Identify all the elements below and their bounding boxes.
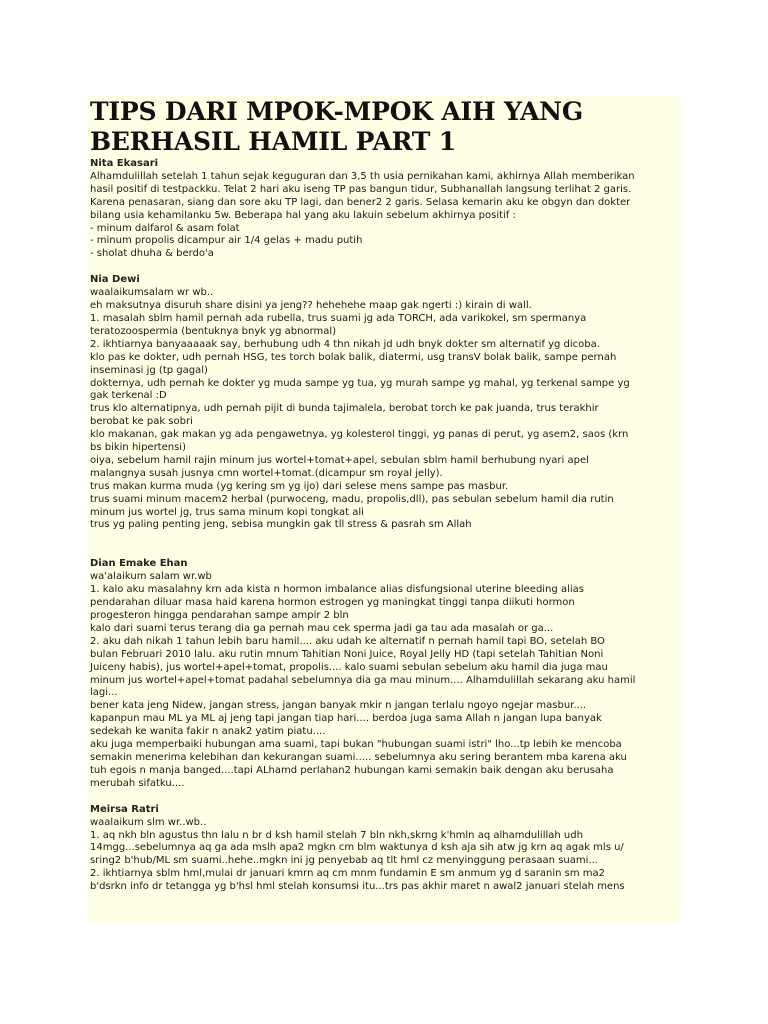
spacer: [87, 532, 680, 558]
post-author: Nita Ekasari: [90, 158, 159, 169]
post-line: waalaikum slm wr..wb..: [90, 816, 207, 828]
post-line: klo pas ke dokter, udh pernah HSG, tes torch bolak balik, diatermi, usg transV bolak balik, sampe pernah: [90, 351, 617, 363]
post-line: b'dsrkn info dr tetangga yg b'hsl hml stelah konsumsi itu...trs pas akhir maret n awal2 januari stelah mens: [90, 881, 625, 893]
post-author: Nia Dewi: [90, 274, 140, 286]
post-line: trus klo alternatipnya, udh pernah pijit di bunda tajimalela, berobat torch ke pak juanda, trus terakhir: [90, 403, 599, 415]
post-line: oiya, sebelum hamil rajin minum jus wortel+tomat+apel, sebulan sblm hamil berhubung nyari apel: [90, 454, 589, 466]
post-line: 1. aq nkh bln agustus thn lalu n br d ksh hamil stelah 7 bln nkh,skrng k'hmln aq alhamdulillah udh: [90, 829, 583, 841]
post-line: bilang usia kehamilanku 5w. Beberapa hal yang aku lakuin sebelum akhirnya positif :: [90, 209, 516, 221]
spacer: [87, 261, 680, 274]
post-line: sedekah ke wanita fakir n anak2 yatim piatu....: [90, 726, 326, 738]
post-line: bs bikin hipertensi): [90, 442, 186, 454]
post-line: minum jus wortel+apel+tomat padahal sebelumnya dia ga mau minum.... Alhamdulillah sekarang aku hamil: [90, 674, 636, 686]
post-line: aku juga memperbaiki hubungan ama suami, tapi bukan "hubungan suami istri" lho...tp lebih ke mencoba: [90, 739, 622, 751]
post-line: Karena penasaran, siang dan sore aku TP lagi, dan bener2 2 garis. Selasa kemarin aku ke obgyn dan dokter: [90, 196, 631, 208]
post-line: sring2 b'hub/ML sm suami..hehe..mgkn ini jg penyebab aq tlt hml cz menyinggung perasaan suami...: [90, 855, 598, 867]
post-line: trus suami minum macem2 herbal (purwoceng, madu, propolis,dll), pas sebulan sebelum hamil dia rutin: [90, 493, 614, 505]
post-line: minum jus wortel jg, trus sama minum kopi tongkat ali: [90, 506, 364, 518]
post-line: 2. aku dah nikah 1 tahun lebih baru hamil.... aku udah ke alternatif n pernah hamil tapi BO, setelah BO: [90, 635, 605, 647]
post-line: hasil positif di testpackku. Telat 2 hari aku iseng TP pas bangun tidur, Subhanallah langsung terlihat 2 garis.: [90, 183, 632, 195]
post-line: lagi...: [90, 687, 118, 699]
post-line: - minum propolis dicampur air 1/4 gelas + madu putih: [90, 235, 363, 247]
post-line: klo makanan, gak makan yg ada pengawetnya, yg kolesterol tinggi, yg panas di perut, yg asem2, saos (krn: [90, 429, 629, 441]
post-nita-ekasari: [87, 158, 680, 261]
post-line: bulan Februari 2010 lalu. aku rutin mnum Tahitian Noni Juice, Royal Jelly HD (tapi setelah Tahitian Noni: [90, 648, 604, 660]
post-line: eh maksutnya disuruh share disini ya jeng?? hehehehe maap gak ngerti :) kirain di wall.: [90, 300, 532, 312]
post-line: malangnya susah jusnya cmn wortel+tomat.(dicampur sm royal jelly).: [90, 467, 443, 479]
post-author: Meirsa Ratri: [90, 803, 159, 815]
post-line: waalaikumsalam wr wb..: [90, 287, 214, 299]
post-nia-dewi: [87, 274, 680, 532]
post-line: 1. masalah sblm hamil pernah ada rubella, trus suami jg ada TORCH, ada varikokel, sm spermanya: [90, 312, 587, 324]
post-line: wa'alaikum salam wr.wb: [90, 571, 212, 583]
title-line-2: BERHASIL HAMIL PART 1: [90, 127, 456, 156]
post-dian-emake-ehan: [87, 558, 680, 790]
post-meirsa-ratri: [87, 804, 680, 894]
post-line: progesteron hingga pendarahan sampe ampir 2 bln: [90, 610, 349, 621]
post-line: 14mgg...sebelumnya aq ga ada mslh apa2 mgkn cm blm waktunya d ksh aja sih atw jg krn aq agak mls u/: [90, 842, 624, 854]
post-line: 2. ikhtiarnya banyaaaaak say, berhubung udh 4 thn nikah jd udh bnyk dokter sm alternatif yg dicoba.: [90, 338, 600, 350]
post-line: - minum dalfarol & asam folat: [90, 222, 240, 234]
post-line: gak terkenal :D: [90, 390, 167, 402]
post-line: 2. ikhtiarnya sblm hml,mulai dr januari kmrn aq cm mnm fundamin E sm anmum yg d saranin sm ma2: [90, 868, 605, 880]
post-line: dokternya, udh pernah ke dokter yg muda sampe yg tua, yg murah sampe yg mahal, yg terkenal sampe yg: [90, 377, 630, 389]
post-line: merubah sifatku....: [90, 777, 185, 789]
post-line: berobat ke pak sobri: [90, 416, 193, 428]
post-line: kapanpun mau ML ya ML aj jeng tapi jangan tiap hari.... berdoa juga sama Allah n jangan lupa banyak: [90, 713, 602, 725]
post-line: inseminasi jg (tp gagal): [90, 364, 208, 376]
post-line: semakin menerima kelebihan dan kekurangan suami..... sebelumnya aku sering berantem mba karena aku: [90, 751, 627, 763]
post-line: kalo dari suami terus terang dia ga pernah mau cek sperma jadi ga tau ada masalah or ga...: [90, 622, 554, 634]
post-line: teratozoospermia (bentuknya bnyk yg abnormal): [90, 325, 337, 337]
document-page: [87, 95, 680, 922]
post-line: - sholat dhuha & berdo'a: [90, 248, 214, 260]
post-line: bener kata jeng Nidew, jangan stress, jangan banyak mkir n jangan terlalu ngoyo ngejar masbur....: [90, 700, 587, 712]
post-line: 1. kalo aku masalahny krn ada kista n hormon imbalance alias disfungsional uterine bleeding alias: [90, 584, 584, 596]
post-author: Dian Emake Ehan: [90, 558, 188, 570]
post-line: Juiceny habis), jus wortel+apel+tomat, propolis.... kalo suami sebulan sebelum aku hamil dia juga mau: [90, 661, 608, 673]
post-line: pendarahan diluar masa haid karena hormon estrogen yg maningkat tinggi tanpa diikuti hormon: [90, 597, 575, 609]
spacer: [87, 791, 680, 804]
title-line-1: TIPS DARI MPOK-MPOK AIH YANG: [90, 97, 583, 126]
page-title: [87, 95, 680, 157]
post-line: tuh egois n manja banged....tapi ALhamd perlahan2 hubungan kami semakin baik dengan aku berusaha: [90, 764, 614, 776]
post-line: trus yg paling penting jeng, sebisa mungkin gak tll stress & pasrah sm Allah: [90, 519, 472, 531]
post-line: trus makan kurma muda (yg kering sm yg ijo) dari selese mens sampe pas masbur.: [90, 480, 509, 492]
post-line: Alhamdulillah setelah 1 tahun sejak keguguran dan 3,5 th usia pernikahan kami, akhirnya Allah memberikan: [90, 170, 635, 182]
